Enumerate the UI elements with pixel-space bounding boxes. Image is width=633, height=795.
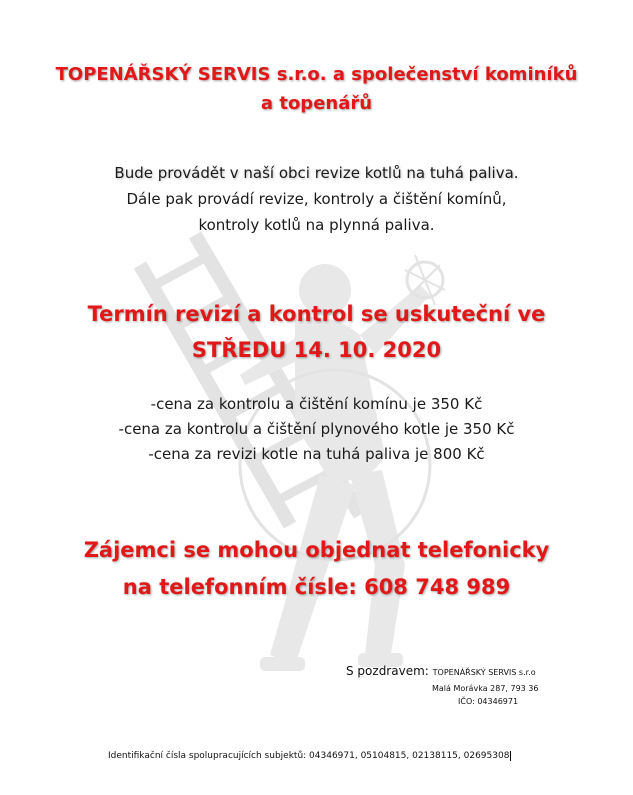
company-heading-line2: a topenářů (260, 93, 373, 114)
term-line1: Termín revizí a kontrol se uskuteční ve (87, 302, 546, 326)
signature-ico: IČO: 04346971 (458, 697, 519, 706)
signature-company: TOPENÁŘSKÝ SERVIS s.r.o (432, 668, 536, 677)
intro-line2: Dále pak provádí revize, kontroly a čištění komínů, (126, 190, 507, 208)
footer-ids: Identifikační čísla spolupracujících subjektů: 04346971, 05104815, 02138115, 02695308 (108, 751, 510, 761)
term-date: STŘEDU 14. 10. 2020 (191, 338, 442, 362)
intro-line3: kontroly kotlů na plynná paliva. (198, 216, 435, 234)
signature-address: Malá Morávka 287, 793 36 (432, 684, 539, 693)
contact-phone: na telefonním čísle: 608 748 989 (122, 575, 511, 599)
intro-line1: Bude provádět v naší obci revize kotlů na tuhá paliva. (114, 164, 519, 182)
greeting-text: S pozdravem: (346, 664, 429, 678)
contact-line1: Zájemci se mohou objednat telefonicky (83, 538, 550, 562)
price-line-solid-fuel: -cena za revizi kotle na tuhá paliva je 800 Kč (148, 445, 485, 463)
company-heading-line1: TOPENÁŘSKÝ SERVIS s.r.o. a společenství kominíků (55, 64, 578, 85)
price-line-chimney: -cena za kontrolu a čištění komínu je 350 Kč (150, 395, 483, 413)
price-line-gas-boiler: -cena za kontrolu a čištění plynového kotle je 350 Kč (118, 420, 515, 438)
signature-greeting (346, 664, 536, 678)
